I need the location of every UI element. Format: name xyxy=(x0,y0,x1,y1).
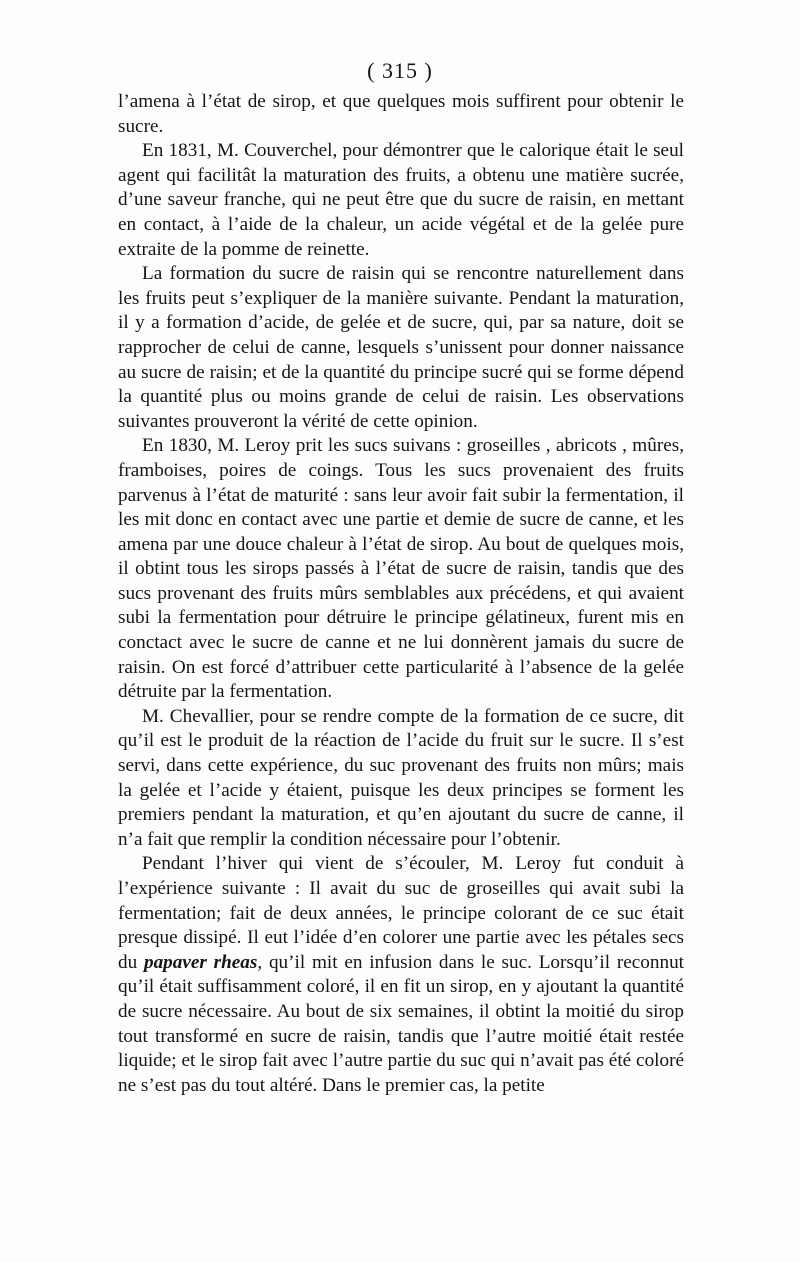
paragraph xyxy=(118,434,684,705)
paragraph-text: En 1831, M. Couverchel, pour démontrer que le calorique était le seul agent qui facilitât la maturation des fruits, a obtenu une matière sucrée, d’une saveur franche, qui ne peut être que du sucre de raisin, en mettant en contact, à l’aide de la chaleur, un acide végétal et de la gelée pure extraite de la pomme de reinette. xyxy=(118,140,684,260)
paragraph-text: M. Chevallier, pour se rendre compte de la formation de ce sucre, dit qu’il est le produit de la réaction de l’acide du fruit sur le sucre. Il s’est servi, dans cette expérience, du suc provenant des fruits non mûrs; mais la gelée et l’acide y étaient, puisque les deux principes se forment les premiers pendant la maturation, et qu’en ajoutant du sucre de canne, il n’a fait que remplir la condition nécessaire pour l’obtenir. xyxy=(118,705,684,850)
paragraph xyxy=(118,852,684,1098)
italic-term: papaver rheas xyxy=(143,951,258,973)
paragraph-text: Pendant l’hiver qui vient de s’écouler, M. Leroy fut conduit à l’expérience suivante : Il avait du suc de groseilles qui avait subi la fermentation; fait de deux années, le principe colorant de ce suc était presque dissipé. Il eut l’idée d’en colorer une partie avec les pétales secs du xyxy=(118,853,684,973)
paragraph-text: , qu’il mit en infusion dans le suc. Lorsqu’il reconnut qu’il était suffisamment coloré, il en fit un sirop, en y ajoutant la quantité de sucre nécessaire. Au bout de six semaines, il obtint la moitié du sirop tout transformé en sucre de raisin, tandis que l’autre moitié était restée liquide; et le sirop fait avec l’autre partie du suc qui n’avait pas été coloré ne s’est pas du tout altéré. Dans le premier cas, la petite xyxy=(118,951,685,1096)
paragraph xyxy=(118,262,684,434)
body-text xyxy=(118,90,684,1098)
paragraph-text: La formation du sucre de raisin qui se rencontre naturellement dans les fruits peut s’expliquer de la manière suivante. Pendant la maturation, il y a formation d’acide, de gelée et de sucre, qui, par sa nature, doit se rapprocher de celui de canne, lesquels s’unissent pour donner naissance au sucre de raisin; et de la quantité du principe sucré qui se forme dépend la quantité plus ou moins grande de celui de raisin. Les observations suivantes prouveront la vérité de cette opinion. xyxy=(118,263,684,432)
paragraph xyxy=(118,705,684,853)
paragraph xyxy=(118,90,684,139)
paragraph-text: l’amena à l’état de sirop, et que quelques mois suffirent pour obtenir le sucre. xyxy=(118,91,684,137)
paragraph xyxy=(118,139,684,262)
paragraph-text: En 1830, M. Leroy prit les sucs suivans : groseilles , abricots , mûres, framboises, poires de coings. Tous les sucs provenaient des fruits parvenus à l’état de maturité : sans leur avoir fait subir la fermentation, il les mit donc en contact avec une partie et demie de sucre de canne, et les amena par une douce chaleur à l’état de sirop. Au bout de quelques mois, il obtint tous les sirops passés à l’état de sucre de raisin, tandis que des sucs provenant des fruits mûrs semblables aux précédens, et qui avaient subi la fermentation pour détruire le principe gélatineux, furent mis en conctact avec le sucre de canne et ne lui donnèrent jamais du sucre de raisin. On est forcé d’attribuer cette particularité à l’absence de la gelée détruite par la fermentation. xyxy=(118,435,684,703)
page-number: ( 315 ) xyxy=(367,58,433,83)
